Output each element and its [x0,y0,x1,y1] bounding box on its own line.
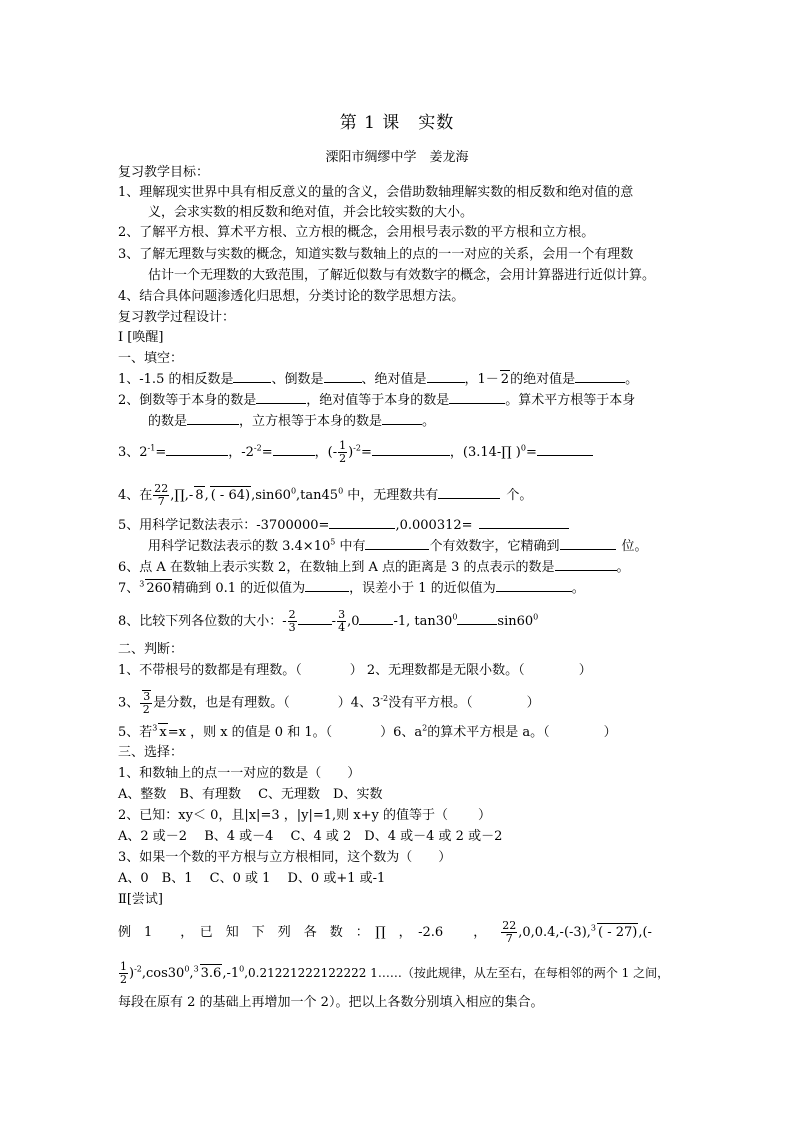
process-heading: 复习教学过程设计： [118,310,236,325]
page-title: 第 1 课 实数 [339,113,455,133]
judge-1: 1、不带根号的数都是有理数。（ ） 2、无理数都是无限小数。（ ） [118,663,592,678]
fill-q8: 8、比较下列各位数的大小：- $\frac{2}{3}$ - $\frac{3}{4}$ ,0 -1, $\tan 30^0$ $\sin 60^0$ [118,608,539,634]
judge-heading: 二、判断： [118,642,184,657]
part-1-heading: Ⅰ [唤醒] [118,330,164,345]
example-1-cont: $\frac{1}{2}$ )$^{-2},\cos 30^0,^3$ $3.6,-1^0,0.21221222122222$ 1……（按此规律，从左至右，在每相邻的两个 1 之间， [120,960,670,986]
judge-3: 5、若$^3$ x=x ，则 x 的值是 0 和 1。（ ）6、$a^2$的算术平方根是 a。（ ） [118,723,617,740]
judge-2: 3、 $\frac{3}{2}$ 是分数，也是有理数。（ ）4、$3^{-2}$没有平方根。（ ） [118,690,540,716]
fill-q4: 4、在 $\frac{22}{7}$ ,∏,- 8, ( - $64),\sin 60^0,\tan 45^0$ 中，无理数共有 个。 [118,482,533,508]
fill-q2-cont: 的数是 ，立方根等于本身的数是 。 [148,414,436,429]
sqrt-2: 2 [500,372,510,387]
example-1: 例 1 ， 已 知 下 列 各 数 ： ∏ ， -2.6 ， $\frac{22}{7}$ ,0,0.4,-(-3),$^3$ ( - 27),(- [118,919,652,945]
fill-q1: 1、-1.5 的相反数是 、倒数是 、绝对值是 ，1－ 2的绝对值是 。 [118,372,639,387]
fill-q3: 3、$2^{-1}=$ ，$-2^{-2}=$ ，(- $\frac{1}{2}$ )$^{-2}$= ，(3.14-∏ )$^0$= [118,440,688,465]
objective-3-cont: 估计一个无理数的大致范围，了解近似数与有效数字的概念，会用计算器进行近似计算。 [148,268,656,283]
choice-2: 2、已知：xy＜ 0，且|x|=3 ，|y|=1,则 x+y 的值等于（ ） [118,808,491,823]
choice-3: 3、如果一个数的平方根与立方根相同，这个数为（ ） [118,850,452,865]
objectives-heading: 复习教学目标： [118,165,210,180]
part-2-heading: Ⅱ[尝试] [118,892,163,907]
example-1-cont-2: 每段在原有 2 的基础上再增加一个 2）。把以上各数分别填入相应的集合。 [118,995,544,1010]
fill-q5-cont: 用科学记数法表示的数 $3.4\times 10^5$ 中有 个有效数字，它精确到 位。 [148,537,648,554]
objective-2: 2、了解平方根、算术平方根、立方根的概念，会用根号表示数的平方根和立方根。 [118,225,595,240]
fraction-half: $\frac{1}{2}$ [339,439,347,465]
fill-heading: 一、填空： [118,351,184,366]
choice-heading: 三、选择： [118,745,184,760]
choice-1-options: A、整数 B、有理数 C、无理数 D、实数 [118,787,383,802]
objective-3: 3、了解无理数与实数的概念，知道实数与数轴上的点的一一对应的关系，会用一个有理数 [118,247,634,262]
choice-2-options: A、2 或－2 B、4 或－4 C、4 或 2 D、4 或－4 或 2 或－2 [118,829,503,844]
objective-1-cont: 义，会求实数的相反数和绝对值，并会比较实数的大小。 [148,205,474,220]
objective-1: 1、理解现实世界中具有相反意义的量的含义，会借助数轴理解实数的相反数和绝对值的意 [118,185,634,200]
author-line: 溧阳市绸缪中学 姜龙海 [325,150,469,165]
choice-1: 1、和数轴上的点一一对应的数是（ ） [118,766,361,781]
fraction-22-7: $\frac{22}{7}$ [154,482,169,508]
fill-q5: 5、用科学记数法表示：-3700000= ,0.000312= [118,516,688,535]
fill-q7: 7、$^3$ 260精确到 0.1 的近似值为 ，误差小于 1 的近似值为 。 [118,579,585,596]
fill-q6: 6、点 A 在数轴上表示实数 2，在数轴上到 A 点的距离是 3 的点表示的数是 。 [118,560,630,575]
objective-4: 4、结合具体问题渗透化归思想，分类讨论的数学思想方法。 [118,289,465,304]
fill-q2: 2、倒数等于本身的数是 ，绝对值等于本身的数是 。算术平方根等于本身 [118,393,636,408]
choice-3-options: A、0 B、1 C、0 或 1 D、0 或+1 或-1 [118,871,386,886]
